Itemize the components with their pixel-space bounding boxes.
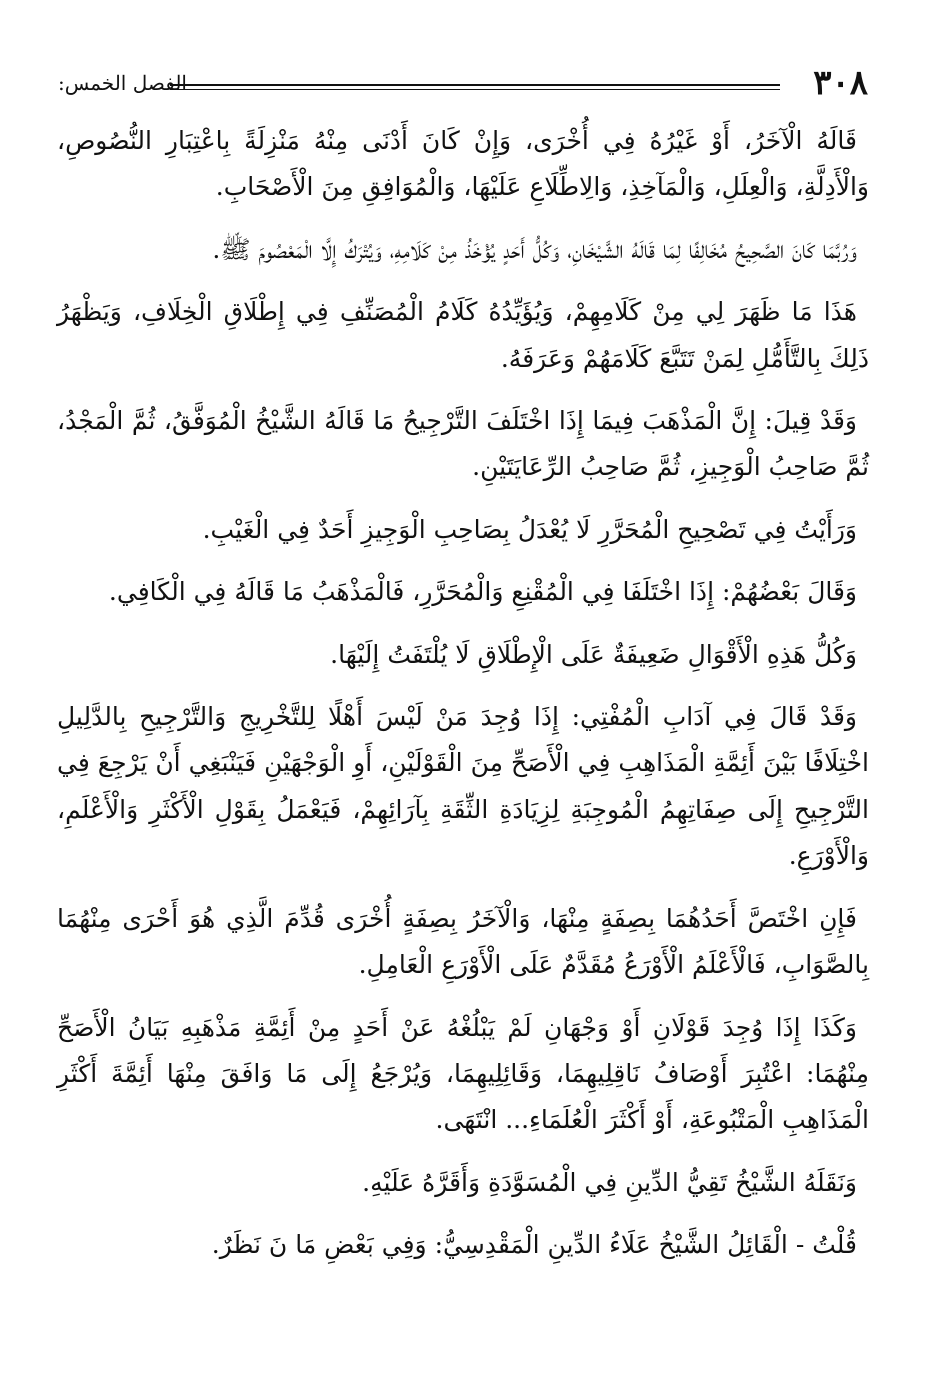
paragraph: قُلْتُ - الْقَائِلُ الشَّيْخُ عَلَاءُ الدِّينِ الْمَقْدِسِيُّ: وَفِي بَعْضِ مَا نَ نَظَرٌ. xyxy=(211,1230,857,1260)
page-number: ٣٠٨ xyxy=(813,63,868,103)
paragraph: وَكَذَا إِذَا وُجِدَ قَوْلَانِ أَوْ وَجْهَانِ لَمْ يَبْلُغْهُ عَنْ أَحَدٍ مِنْ أَئِمَّةِ مَذْهَبِهِ بَيَانُ الْأَصَحِّ مِنْهُمَا: اعْتُبِرَ أَوْصَافُ نَاقِلِيهِمَا، وَقَائِلِيهِمَا، وَيُرْجَعُ إِلَى مَا وَافَقَ مِنْهَا أَئِمَّةَ أَكْثَرِ الْمَذَاهِبِ الْمَتْبُوعَةِ، أَوْ أَكْثَرَ الْعُلَمَاءِ... انْتَهَى. xyxy=(57,1012,869,1135)
chapter-title: الفصل الخمس: xyxy=(58,71,187,95)
paragraph: هَذَا مَا ظَهَرَ لِي مِنْ كَلَامِهِمْ، وَيُؤَيِّدُهُ كَلَامُ الْمُصَنِّفِ فِي إِطْلَاقِ الْخِلَافِ، وَيَظْهَرُ ذَلِكَ بِالتَّأَمُّلِ لِمَنْ تَتَبَّعَ كَلَامَهُمْ وَعَرَفَهُ. xyxy=(57,297,869,373)
paragraph: وَكُلُّ هَذِهِ الْأَقْوَالِ ضَعِيفَةٌ عَلَى الْإِطْلَاقِ لَا يُلْتَفَتُ إِلَيْهَا. xyxy=(330,639,857,669)
page-header xyxy=(58,58,868,108)
body-text xyxy=(57,118,869,1285)
header-rule xyxy=(170,84,780,86)
paragraph: وَقَدْ قِيلَ: إِنَّ الْمَذْهَبَ فِيمَا إِذَا اخْتَلَفَ التَّرْجِيحُ مَا قَالَهُ الشَّيْخُ الْمُوَفَّقُ، ثُمَّ الْمَجْدُ، ثُمَّ صَاحِبُ الْوَجِيزِ، ثُمَّ صَاحِبُ الرِّعَايَتَيْنِ. xyxy=(57,406,869,482)
paragraph: فَإِنِ اخْتَصَّ أَحَدُهُمَا بِصِفَةٍ مِنْهَا، وَالْآخَرُ بِصِفَةٍ أُخْرَى قُدِّمَ الَّذِي هُوَ أَحْرَى مِنْهُمَا بِالصَّوَابِ، فَالْأَعْلَمُ الْأَوْرَعُ مُقَدَّمٌ عَلَى الْأَوْرَعِ الْعَامِلِ. xyxy=(57,903,869,980)
paragraph: وَنَقَلَهُ الشَّيْخُ تَقِيُّ الدِّينِ فِي الْمُسَوَّدَةِ وَأَقَرَّهُ عَلَيْهِ. xyxy=(362,1167,857,1197)
paragraph: وَقَدْ قَالَ فِي آدَابِ الْمُفْتِي: إِذَا وُجِدَ مَنْ لَيْسَ أَهْلًا لِلتَّخْرِيجِ وَالتَّرْجِيحِ بِالدَّلِيلِ اخْتِلَافًا بَيْنَ أَئِمَّةِ الْمَذَاهِبِ فِي الْأَصَحِّ مِنَ الْقَوْلَيْنِ، أَوِ الْوَجْهَيْنِ فَيَنْبَغِي أَنْ يَرْجِعَ فِي التَّرْجِيحِ إِلَى صِفَاتِهِمُ الْمُوجِبَةِ لِزِيَادَةِ الثِّقَةِ بِآرَائِهِمْ، فَيَعْمَلُ بِقَوْلِ الْأَكْثَرِ وَالْأَعْلَمِ، وَالْأَوْرَعِ. xyxy=(57,702,870,871)
paragraph: قَالَهُ الْآخَرُ، أَوْ غَيْرُهُ فِي أُخْرَى، وَإِنْ كَانَ أَدْنَى مِنْهُ مَنْزِلَةً بِاعْتِبَارِ النُّصُوصِ، وَالْأَدِلَّةِ، وَالْعِلَلِ، وَالْمَآخِذِ، وَالِاطِّلَاعِ عَلَيْهَا، وَالْمُوَافِقِ مِنَ الْأَصْحَابِ. xyxy=(57,126,869,202)
paragraph: وَرَأَيْتُ فِي تَصْحِيحِ الْمُحَرَّرِ لَا يُعْدَلُ بِصَاحِبِ الْوَجِيزِ أَحَدٌ فِي الْغَيْبِ. xyxy=(202,514,857,544)
paragraph: وَرُبَّمَا كَانَ الصَّحِيحُ مُخَالِفًا لِمَا قَالَهُ الشَّيْخَانِ، وَكُلُّ أَحَدٍ يُؤْخَذُ مِنْ كَلَامِهِ، وَيُتْرَكُ إِلَّا الْمَعْصُومَ ﷺ. xyxy=(212,234,857,264)
paragraph: وَقَالَ بَعْضُهُمْ: إِذَا اخْتَلَفَا فِي الْمُقْنِعِ وَالْمُحَرَّرِ، فَالْمَذْهَبُ مَا قَالَهُ فِي الْكَافِي. xyxy=(108,577,857,607)
